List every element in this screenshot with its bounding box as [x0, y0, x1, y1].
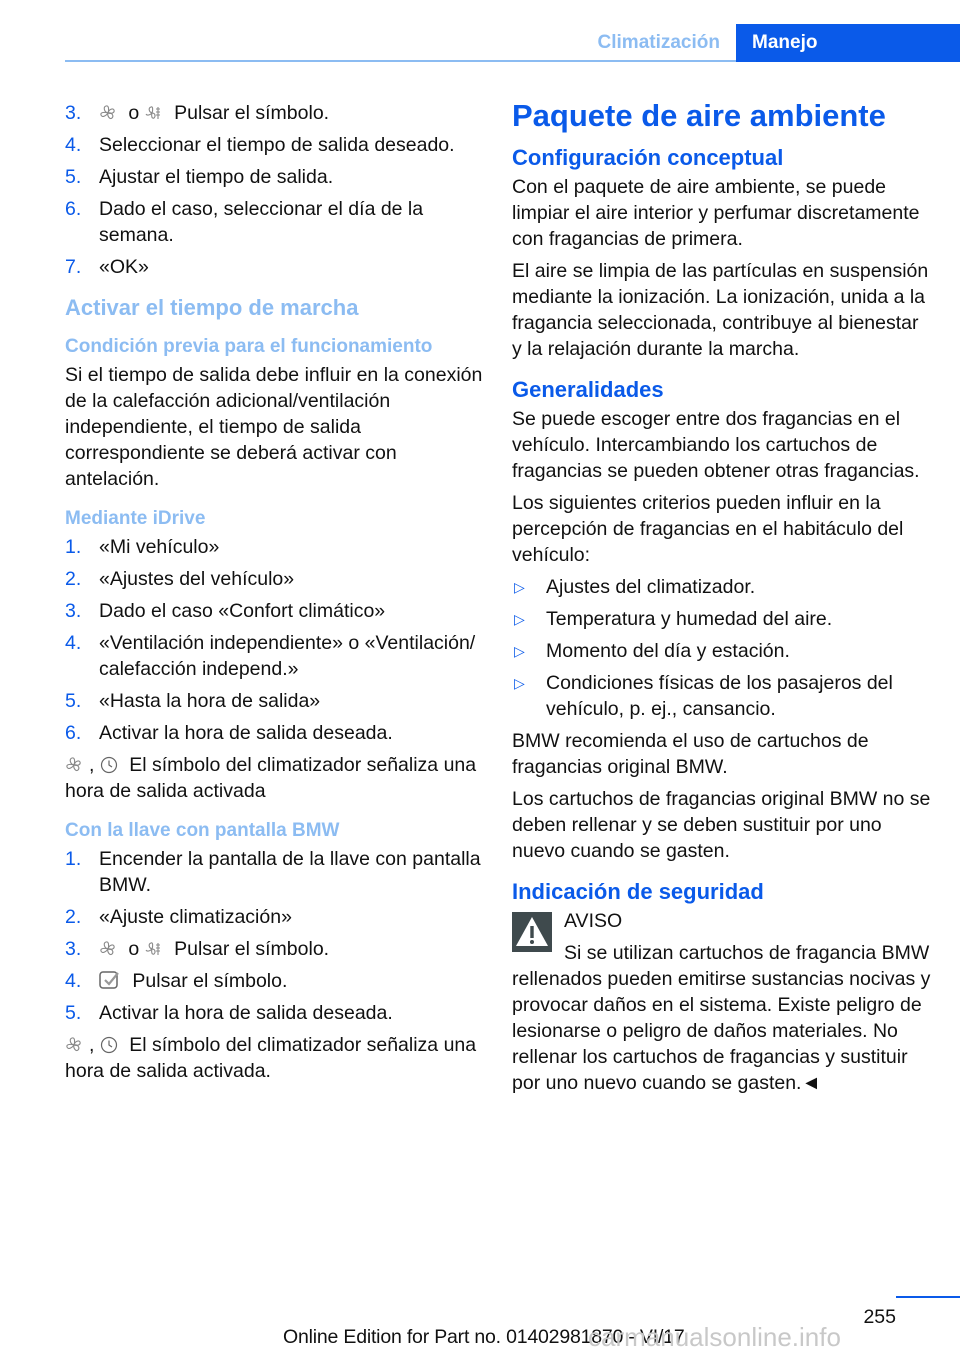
general-paragraph-1: Se puede escoger entre dos fragancias en el vehículo. Intercambiando los cartuchos de fragancias se pueden obtener otras fragancias. — [512, 408, 920, 482]
clock-icon — [100, 1036, 118, 1054]
list-item: 3. o Pulsar el símbolo. — [65, 938, 330, 960]
fan-icon — [65, 756, 83, 774]
idrive-title: Mediante iDrive — [65, 508, 206, 529]
prereq-title: Condición previa para el funcionamiento — [65, 336, 433, 357]
watermark: carmanualsonline.info — [588, 1322, 841, 1352]
criteria-list — [512, 574, 932, 722]
page-header — [65, 24, 960, 62]
idrive-steps-list — [65, 534, 485, 746]
list-item: 6. Dado el caso, seleccionar el día de la semana. — [65, 198, 424, 246]
general-paragraph-2: Los siguientes criterios pueden influir en la percepción de fragancias en el habitáculo del vehículo: — [512, 492, 904, 566]
list-item: ▷ Condiciones físicas de los pasajeros del vehículo, p. ej., cansancio. — [514, 672, 893, 720]
tab-manejo[interactable]: Manejo — [736, 24, 960, 62]
page-number: 255 — [863, 1306, 896, 1328]
list-item: 4. Seleccionar el tiempo de salida deseado. — [65, 134, 455, 156]
concept-paragraph-2: El aire se limpia de las partículas en suspensión mediante la ionización. La ionización, unida a la fragancia seleccionada, contribuye al bienestar y la relajación durante la marcha. — [512, 260, 929, 360]
page-title: Paquete de aire ambiente — [512, 98, 886, 133]
triangle-bullet-icon: ▷ — [514, 675, 525, 691]
list-item: 5. Activar la hora de salida deseada. — [65, 1002, 393, 1024]
page-footer — [0, 1282, 960, 1362]
fan-icon — [99, 104, 117, 122]
footer-rule — [896, 1296, 960, 1298]
warning-box — [512, 908, 932, 1096]
warning-text: Si se utilizan cartuchos de fragancia BMW rellenados pueden emitirse sustancias nocivas y provocar daños en el sistema. Existe peligro de lesionarse o peligro de daños materiales. No rellenar los cartuchos de fragancias y sustituir por uno nuevo cuando se gasten.◄ — [512, 942, 931, 1094]
list-item: 3. o Pulsar el símbolo. — [65, 102, 330, 124]
list-item: ▷ Momento del día y estación. — [514, 640, 790, 662]
triangle-bullet-icon: ▷ — [514, 643, 525, 659]
fan-icon — [99, 940, 117, 958]
tab-climatizacion[interactable]: Climatización — [597, 32, 720, 53]
concept-paragraph-1: Con el paquete de aire ambiente, se puede limpiar el aire interior y perfumar discretamente con fragancias de primera. — [512, 176, 920, 250]
key-steps-list — [65, 846, 485, 1026]
fan-heat-icon — [145, 104, 163, 122]
idrive-note: , El símbolo del climatizador señaliza una hora de salida activada — [65, 754, 477, 802]
fan-heat-icon — [145, 940, 163, 958]
general-paragraph-3: BMW recomienda el uso de cartuchos de fragancias original BMW. — [512, 730, 869, 778]
list-item: 1. «Mi vehículo» — [65, 536, 220, 558]
warning-title: AVISO — [564, 910, 623, 932]
fan-icon — [65, 1036, 83, 1054]
edition-text: Online Edition for Part no. 01402981870 - VI/17 — [283, 1326, 685, 1348]
list-item: ▷ Ajustes del climatizador. — [514, 576, 756, 598]
list-item: 2. «Ajustes del vehículo» — [65, 568, 295, 590]
list-item: 7. «OK» — [65, 256, 149, 278]
triangle-bullet-icon: ▷ — [514, 579, 525, 595]
list-item: 2. «Ajuste climatización» — [65, 906, 292, 928]
list-item: ▷ Temperatura y humedad del aire. — [514, 608, 833, 630]
general-title: Generalidades — [512, 377, 664, 402]
safety-title: Indicación de seguridad — [512, 879, 764, 904]
right-column — [512, 100, 932, 1096]
warning-triangle-icon — [512, 912, 552, 952]
checkbox-icon — [99, 970, 121, 990]
section-title: Activar el tiempo de marcha — [65, 295, 359, 320]
left-column — [65, 100, 485, 1090]
list-item: 5. Ajustar el tiempo de salida. — [65, 166, 334, 188]
prereq-text: Si el tiempo de salida debe influir en la conexión de la calefacción adicional/ventilación independiente, el tiempo de salida correspondiente se deberá activar con antelación. — [65, 364, 483, 490]
list-item: 4. «Ventilación independiente» o «Ventilación/ calefacción independ.» — [65, 632, 476, 680]
list-item: 3. Dado el caso «Confort climático» — [65, 600, 386, 622]
list-item: 4. Pulsar el símbolo. — [65, 970, 288, 992]
list-item: 1. Encender la pantalla de la llave con pantalla BMW. — [65, 848, 481, 896]
list-item: 5. «Hasta la hora de salida» — [65, 690, 321, 712]
list-item: 6. Activar la hora de salida deseada. — [65, 722, 393, 744]
triangle-bullet-icon: ▷ — [514, 611, 525, 627]
key-title: Con la llave con pantalla BMW — [65, 820, 340, 841]
key-note: , El símbolo del climatizador señaliza una hora de salida activada. — [65, 1034, 477, 1082]
clock-icon — [100, 756, 118, 774]
general-paragraph-4: Los cartuchos de fragancias original BMW no se deben rellenar y se deben sustituir por uno nuevo cuando se gasten. — [512, 788, 931, 862]
steps-top-list — [65, 100, 485, 280]
concept-title: Configuración conceptual — [512, 145, 784, 170]
